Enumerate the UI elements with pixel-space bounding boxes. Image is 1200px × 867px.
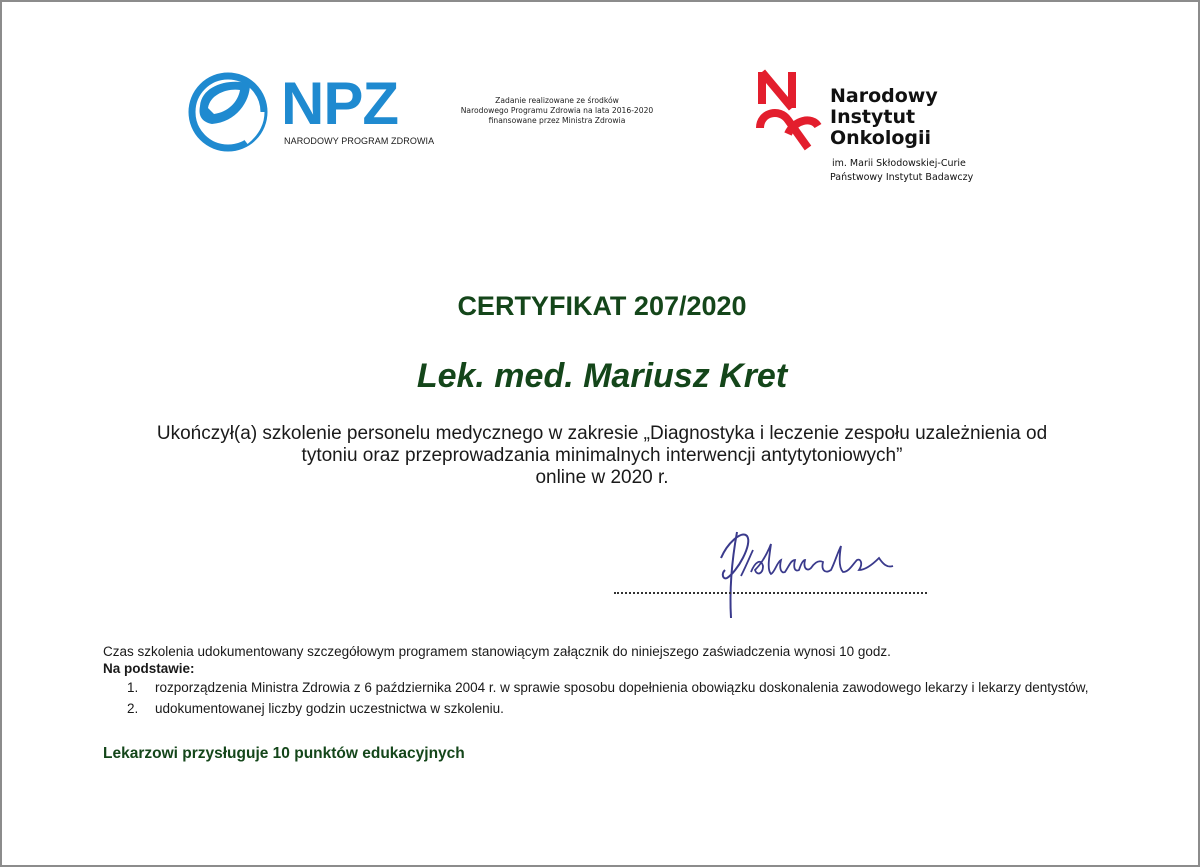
nio-subtitle [830, 157, 973, 185]
nio-name-line-2: Instytut [830, 106, 916, 128]
funding-note [442, 96, 672, 126]
list-text: udokumentowanej liczby godzin uczestnictwa w szkoleniu. [155, 701, 504, 716]
signature-image [707, 514, 907, 624]
funding-line-2: Narodowego Programu Zdrowia na lata 2016-2020 [460, 106, 654, 115]
footer-notes [103, 644, 1103, 717]
list-text: rozporządzenia Ministra Zdrowia z 6 października 2004 r. w sprawie sposobu dopełnienia obowiązku doskonalenia zawodowego lekarzy i lekarzy dentystów, [155, 680, 1089, 695]
npz-droplet-icon [188, 72, 268, 152]
basis-list-item [103, 701, 1103, 717]
list-number: 2. [127, 701, 139, 716]
npz-wordmark: NPZ [281, 70, 398, 137]
nio-emblem-icon [754, 68, 824, 154]
basis-label: Na podstawie: [103, 661, 195, 676]
training-duration-note: Czas szkolenia udokumentowany szczegółowym programem stanowiącym załącznik do niniejszego zaświadczenia wynosi 10 godz. [103, 644, 891, 659]
npz-logo [188, 70, 435, 152]
signature-line [614, 592, 927, 594]
certificate-body [102, 423, 1102, 489]
body-line-1: Ukończył(a) szkolenie personelu medycznego w zakresie „Diagnostyka i leczenie zespołu uzależnienia od [156, 423, 1048, 444]
nio-name-line-1: Narodowy [830, 85, 938, 107]
body-line-2: tytoniu oraz przeprowadzania minimalnych interwencji antytytoniowych” [301, 445, 903, 466]
nio-subtitle-line-1: im. Marii Skłodowskiej-Curie [832, 158, 966, 169]
nio-name [830, 86, 938, 149]
education-points: Lekarzowi przysługuje 10 punktów edukacyjnych [103, 745, 465, 762]
basis-list [103, 680, 1103, 717]
nio-logo [754, 68, 984, 188]
basis-list-item [103, 680, 1103, 696]
npz-subtitle: NARODOWY PROGRAM ZDROWIA [284, 136, 435, 146]
funding-line-1: Zadanie realizowane ze środków [495, 96, 619, 105]
list-number: 1. [127, 680, 139, 695]
nio-name-line-3: Onkologii [830, 127, 932, 149]
body-line-3: online w 2020 r. [535, 467, 669, 488]
nio-subtitle-line-2: Państwowy Instytut Badawczy [830, 172, 974, 183]
funding-line-3: finansowane przez Ministra Zdrowia [488, 116, 626, 125]
certificate-title: CERTYFIKAT 207/2020 [457, 291, 747, 321]
recipient-name: Lek. med. Mariusz Kret [416, 357, 788, 395]
